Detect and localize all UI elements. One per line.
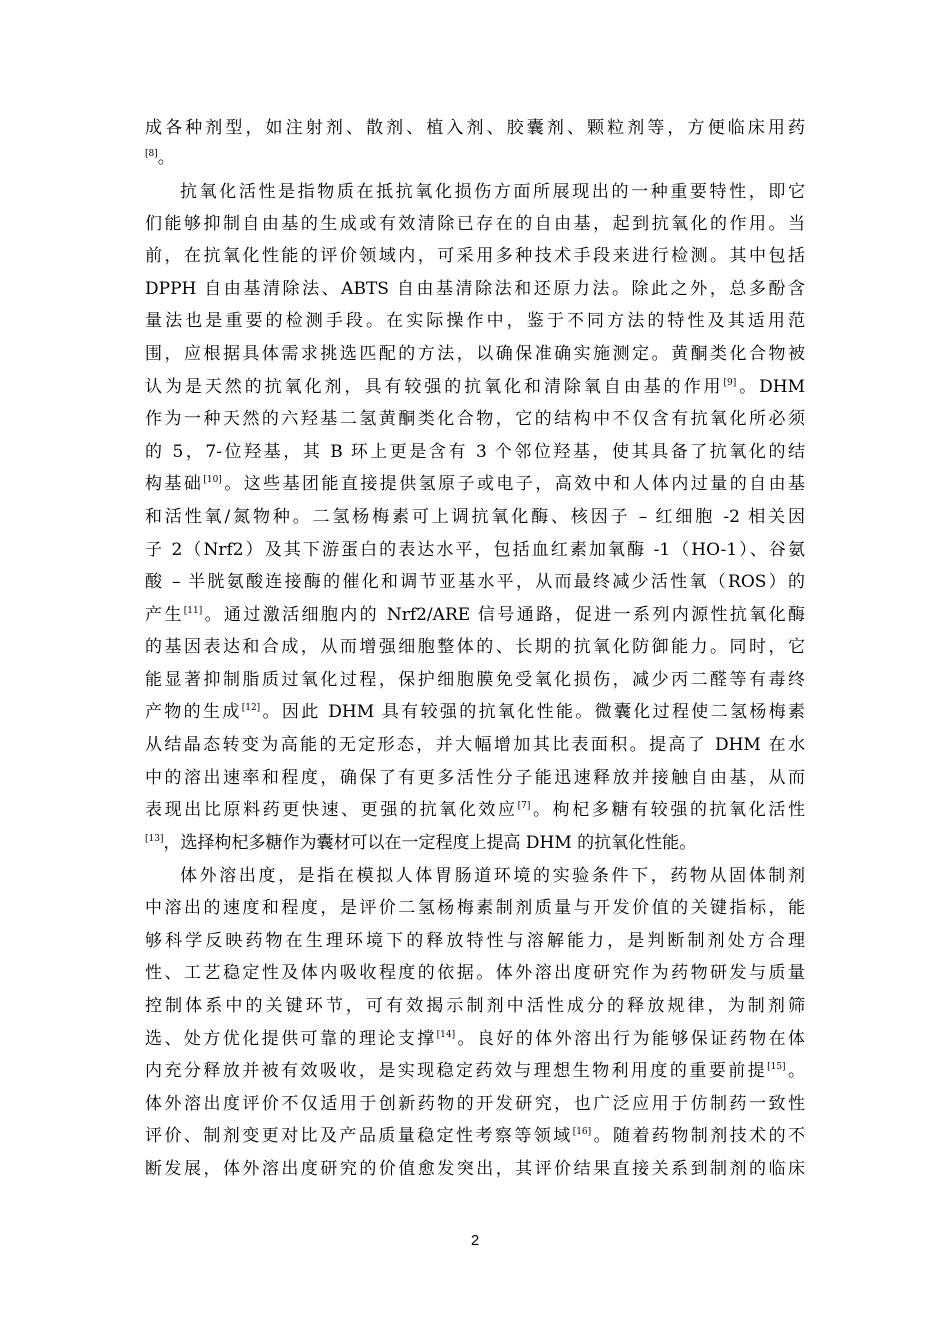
citation-ref: [12] [241,703,261,713]
text-line: 产物的生成[12]。因此 DHM 具有较强的抗氧化性能。微囊化过程使二氢杨梅素 [145,702,806,722]
text-line: 控制体系中的关键环节，可有效揭示制剂中活性成分的释放规律，为制剂筛 [145,996,805,1016]
text-line: 构基础[10]。这些基团能直接提供氢原子或电子，高效中和人体内过量的自由基 [145,474,806,494]
text-line: 作为一种天然的六羟基二氢黄酮类化合物，它的结构中不仅含有抗氧化所必须 [145,409,805,429]
text-line: DPPH 自由基清除法、ABTS 自由基清除法和还原力法。除此之外，总多酚含 [145,279,805,299]
text-line: 子 2（Nrf2）及其下游蛋白的表达水平，包括血红素加氧酶 -1（HO-1）、谷氨 [145,540,805,560]
text-line: 前，在抗氧化性能的评价领域内，可采用多种技术手段来进行检测。其中包括 [145,246,805,266]
text-line: 的基因表达和合成，从而增强细胞整体的、长期的抗氧化防御能力。同时，它 [145,637,805,657]
page-number: 2 [470,1232,480,1249]
text-line: 内充分释放并被有效吸收，是实现稳定药效与理想生物利用度的重要前提[15]。 [145,1061,806,1081]
citation-ref: [14] [436,1030,456,1040]
text-line: 认为是天然的抗氧化剂，具有较强的抗氧化和清除氧自由基的作用[9]。DHM [145,377,805,397]
text-line: 性、工艺稳定性及体内吸收程度的依据。体外溶出度研究作为药物研发与质量 [145,963,805,983]
citation-ref: [7] [517,801,531,811]
text-line: 产生[11]。通过激活细胞内的 Nrf2/ARE 信号通路，促进一系列内源性抗氧化酶 [145,605,805,625]
citation-ref: [11] [183,606,203,616]
text-line: 们能够抑制自由基的生成或有效清除已存在的自由基，起到抗氧化的作用。当 [145,214,805,234]
text-line: 体外溶出度评价不仅适用于创新药物的开发研究，也广泛应用于仿制药一致性 [145,1094,805,1114]
citation-ref: [8] [145,149,158,159]
text-line: 够科学反映药物在生理环境下的释放特性与溶解能力，是判断制剂处方合理 [145,931,805,951]
text-line: 表现出比原料药更快速、更强的抗氧化效应[7]。枸杞多糖有较强的抗氧化活性 [145,800,806,820]
text-line: 中的溶出速率和程度，确保了有更多活性分子能迅速释放并接触自由基，从而 [145,768,805,788]
text-line: 抗氧化活性是指物质在抵抗氧化损伤方面所展现出的一种重要特性，即它 [180,182,805,202]
text-line: 断发展，体外溶出度研究的价值愈发突出，其评价结果直接关系到制剂的临床 [145,1159,805,1179]
citation-ref: [10] [203,475,222,485]
text-line: 从结晶态转变为高能的无定形态，并大幅增加其比表面积。提高了 DHM 在水 [145,735,805,755]
text-line: 酸 – 半胱氨酸连接酶的催化和调节亚基水平，从而最终减少活性氧（ROS）的 [145,572,805,592]
text-line: 能显著抑制脂质过氧化过程，保护细胞膜免受氧化损伤，减少丙二醛等有毒终 [145,670,805,690]
text-line: 量法也是重要的检测手段。在实际操作中，鉴于不同方法的特性及其适用范 [145,311,805,331]
text-line: 体外溶出度，是指在模拟人体胃肠道环境的实验条件下，药物从固体制剂 [180,866,805,886]
citation-ref: [13] [145,834,164,844]
citation-ref: [15] [767,1062,786,1072]
text-line: 和活性氧/氮物种。二氢杨梅素可上调抗氧化酶、核因子 – 红细胞 -2 相关因 [145,507,805,527]
text-line: 选、处方优化提供可靠的理论支撑[14]。良好的体外溶出行为能够保证药物在体 [145,1029,806,1049]
citation-ref: [16] [572,1127,592,1137]
text-line: [8]。 [145,148,175,168]
text-line: 中溶出的速度和程度，是评价二氢杨梅素制剂质量与开发价值的关键指标，能 [145,898,805,918]
text-line: 评价、制剂变更对比及产品质量稳定性考察等领域[16]。随着药物制剂技术的不 [145,1126,806,1146]
text-line: 的 5，7-位羟基，其 B 环上更是含有 3 个邻位羟基，使其具备了抗氧化的结 [145,442,805,462]
text-line: 成各种剂型，如注射剂、散剂、植入剂、胶囊剂、颗粒剂等，方便临床用药 [145,118,805,138]
text-line: 围，应根据具体需求挑选匹配的方法，以确保准确实施测定。黄酮类化合物被 [145,344,805,364]
citation-ref: [9] [723,378,737,388]
text-line: [13]，选择枸杞多糖作为囊材可以在一定程度上提高 DHM 的抗氧化性能。 [145,833,697,853]
